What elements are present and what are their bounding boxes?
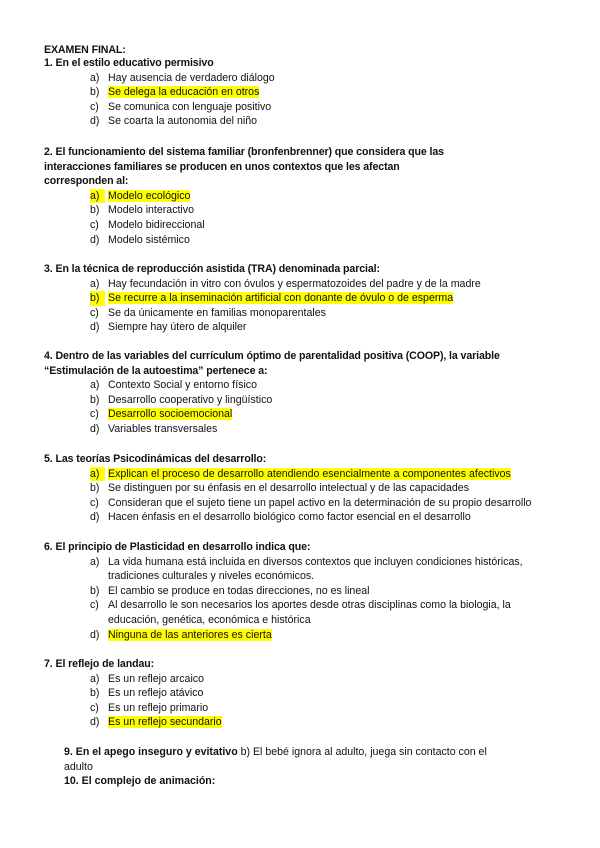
option-letter: c) (90, 599, 99, 612)
option-letter: b) (90, 204, 100, 217)
option-text: Es un reflejo primario (108, 701, 209, 714)
option-text: Contexto Social y entorno físico (108, 379, 257, 392)
answer-option (44, 306, 564, 321)
option-text: Se coarta la autonomia del niño (108, 115, 258, 128)
option-letter: d) (90, 321, 100, 334)
question-7 (44, 657, 564, 730)
question-9 (64, 745, 544, 789)
option-text: Al desarrollo le son necesarios los aportes desde otras disciplinas como la biologia, la (108, 599, 511, 612)
option-letter: b) (90, 86, 100, 99)
option-text: Se comunica con lenguaje positivo (108, 100, 272, 113)
option-letter: b) (90, 687, 100, 700)
option-text: Hay fecundación in vitro con óvulos y espermatozoides del padre y de la madre (108, 277, 481, 290)
option-text: Hay ausencia de verdadero diálogo (108, 71, 275, 84)
option-text: Variables transversales (108, 422, 218, 435)
option-text: La vida humana está incluida en diversos contextos que incluyen condiciones históricas, (108, 555, 523, 568)
option-letter: d) (90, 115, 100, 128)
option-text: Modelo sistémico (108, 233, 190, 246)
answer-option (44, 496, 564, 511)
option-letter: d) (90, 511, 100, 524)
question-text: 5. Las teorías Psicodinámicas del desarrollo: (44, 453, 267, 465)
answer-option (44, 672, 564, 687)
answer-option (44, 277, 564, 292)
option-letter: b) (90, 482, 100, 495)
option-letter: b) (90, 584, 100, 597)
option-letter: a) (90, 555, 100, 568)
option-text: Se delega la educación en otros (108, 86, 260, 99)
option-letter: a) (90, 672, 100, 685)
question-text: 7. El reflejo de landau: (44, 658, 155, 670)
option-text: Se da únicamente en familias monoparentales (108, 306, 326, 319)
question-text: 6. El principio de Plasticidad en desarrollo indica que: (44, 541, 311, 553)
answer-option (44, 218, 564, 233)
option-letter: c) (90, 306, 99, 319)
option-letter: a) (90, 379, 100, 392)
answer-option (44, 71, 564, 86)
answer-option (44, 85, 564, 100)
answer-option (44, 320, 564, 335)
option-text: Hacen énfasis en el desarrollo biológico como factor esencial en el desarrollo (108, 511, 471, 524)
option-text: El cambio se produce en todas direcciones, no es lineal (108, 584, 370, 597)
option-text: Desarrollo socioemocional (108, 408, 233, 421)
answer-option (44, 393, 564, 408)
question-9-text: 9. En el apego inseguro y evitativo (64, 746, 238, 758)
option-letter: d) (90, 422, 100, 435)
answer-option (44, 467, 564, 482)
answer-option (44, 114, 564, 129)
option-letter: c) (90, 496, 99, 509)
answer-option (44, 422, 564, 437)
answer-option (44, 407, 564, 422)
answer-option (44, 100, 564, 115)
answer-option (44, 715, 564, 730)
option-letter: d) (90, 716, 100, 729)
question-text: 1. En el estilo educativo permisivo (44, 57, 214, 69)
question-2 (44, 145, 564, 247)
option-text: Es un reflejo arcaico (108, 672, 204, 685)
option-letter: b) (90, 393, 100, 406)
question-4 (44, 349, 564, 437)
answer-option (44, 378, 564, 393)
answer-option (44, 584, 564, 599)
option-text: Siempre hay útero de alquiler (108, 321, 247, 334)
question-text: interacciones familiares se producen en unos contextos que les afectan (44, 160, 400, 173)
answer-option (44, 481, 564, 496)
question-text: 3. En la técnica de reproducción asistida (TRA) denominada parcial: (44, 263, 380, 275)
option-letter: d) (90, 628, 100, 641)
option-text: Ninguna de las anteriores es cierta (108, 628, 272, 641)
question-10-text: 10. El complejo de animación: (64, 775, 216, 788)
option-text: Es un reflejo secundario (108, 716, 222, 729)
question-6 (44, 540, 564, 642)
question-text: corresponden al: (44, 175, 129, 188)
exam-title: EXAMEN FINAL: (44, 44, 126, 56)
question-9-answer-cont: adulto (64, 760, 93, 773)
option-letter: b) (90, 291, 105, 306)
option-text: Modelo interactivo (108, 204, 194, 217)
answer-option (44, 701, 564, 716)
question-text: 4. Dentro de las variables del currículum óptimo de parentalidad positiva (COOP), la variable (44, 350, 500, 362)
answer-option (44, 233, 564, 248)
question-5 (44, 452, 564, 525)
option-text: Explican el proceso de desarrollo atendiendo esencialmente a componentes afectivos (108, 467, 511, 480)
option-letter: c) (90, 701, 99, 714)
answer-option (44, 203, 564, 218)
option-text: Modelo ecológico (108, 189, 191, 202)
option-text: Se distinguen por su énfasis en el desarrollo intelectual y de las capacidades (108, 482, 469, 495)
answer-option (44, 686, 564, 701)
option-text: Consideran que el sujeto tiene un papel activo en la determinación de su propio desarrollo (108, 496, 532, 509)
option-letter: c) (90, 408, 99, 421)
question-text: 2. El funcionamiento del sistema familiar (bronfenbrenner) que considera que las (44, 146, 444, 158)
answer-option (44, 291, 564, 306)
option-letter: a) (90, 189, 105, 204)
option-text: Se recurre a la inseminación artificial con donante de óvulo o de esperma (108, 292, 454, 305)
question-3 (44, 262, 564, 335)
question-1 (44, 56, 564, 129)
option-text: Desarrollo cooperativo y lingüístico (108, 393, 273, 406)
answer-option (44, 555, 564, 584)
answer-option (44, 510, 564, 525)
option-letter: a) (90, 71, 100, 84)
option-letter: c) (90, 218, 99, 231)
option-letter: a) (90, 467, 105, 482)
answer-option (44, 189, 564, 204)
option-text: Es un reflejo atávico (108, 687, 204, 700)
option-letter: a) (90, 277, 100, 290)
option-letter: d) (90, 233, 100, 246)
question-text: “Estimulación de la autoestima” pertenece a: (44, 364, 268, 377)
option-text: educación, genética, económica e histórica (108, 613, 311, 626)
option-letter: c) (90, 100, 99, 113)
option-text: Modelo bidireccional (108, 218, 205, 231)
question-9-answer: b) El bebé ignora al adulto, juega sin contacto con el (240, 746, 487, 758)
option-text: tradiciones culturales y niveles económicos. (108, 570, 315, 583)
answer-option (44, 628, 564, 643)
answer-option (44, 598, 564, 627)
